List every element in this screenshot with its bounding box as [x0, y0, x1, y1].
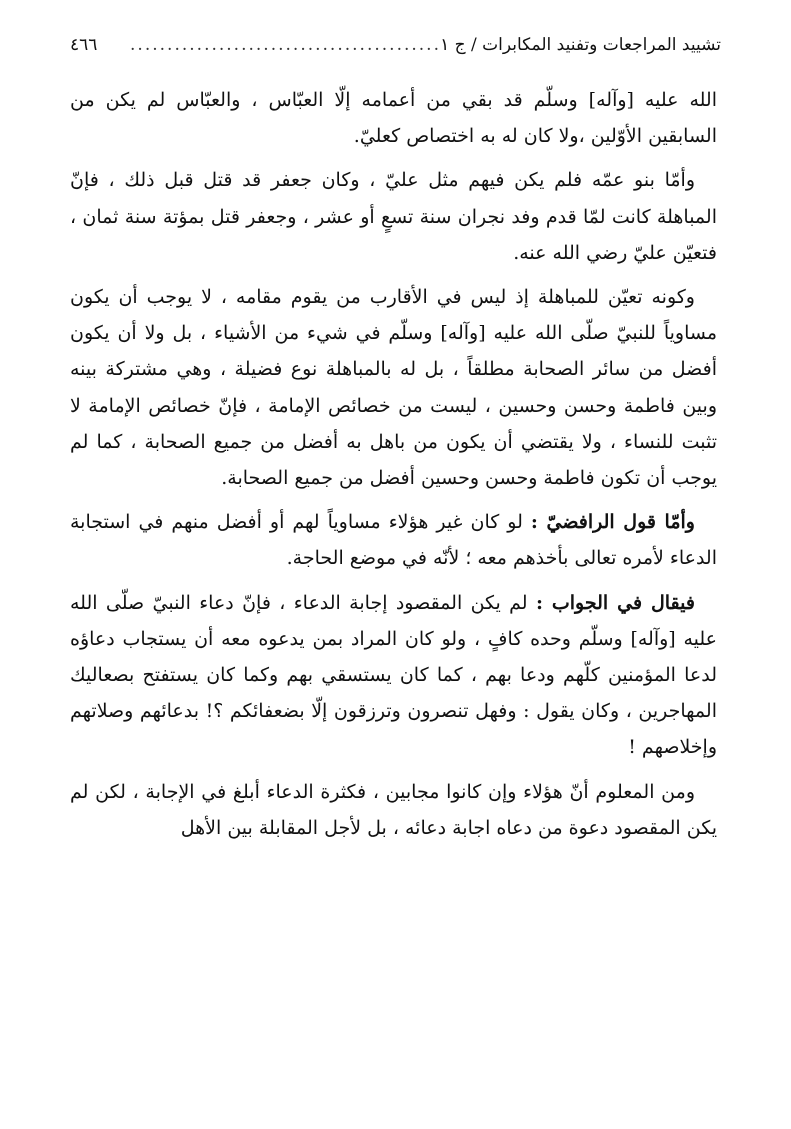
- paragraph: [70, 585, 717, 766]
- paragraph-text: لو كان غير هؤلاء مساوياً لهم أو أفضل منهم في استجابة الدعاء لأمره تعالى بأخذهم معه ؛ لأنّه في موضع الحاجة.: [70, 511, 717, 570]
- leader-dots: ..........................................: [130, 35, 441, 55]
- page-number: ٤٦٦: [70, 35, 98, 55]
- paragraph-lead: وأمّا قول الرافضيّ :: [530, 511, 695, 534]
- paragraph: [70, 162, 717, 271]
- paragraph-text: الله عليه [وآله] وسلّم قد بقي من أعمامه إلّا العبّاس ، والعبّاس لم يكن من السابقين الأوّلين ،ولا كان له به اختصاص كعليّ.: [70, 89, 717, 148]
- paragraph: [70, 504, 717, 576]
- paragraph-text: لم يكن المقصود إجابة الدعاء ، فإنّ دعاء النبيّ صلّى الله عليه [وآله] وسلّم وحده كافٍ ، ولو كان المراد بمن يدعوه معه أن يستجاب دعاؤه لدعا المؤمنين كلّهم ودعا بهم ، كما كان يستسقي بهم وكما كان يستفتح بصعاليك المهاجرين ، وكان يقول : وفهل تنصرون وترزقون إلّا بضعفائكم ؟! بدعائهم وصلاتهم وإخلاصهم !: [70, 591, 717, 759]
- paragraph: [70, 774, 717, 846]
- paragraph-text: وأمّا بنو عمّه فلم يكن فيهم مثل عليّ ، وكان جعفر قد قتل قبل ذلك ، فإنّ المباهلة كانت لمّا قدم وفد نجران سنة تسعٍ أو عشر ، وجعفر قتل بمؤتة سنة ثمان ، فتعيّن عليّ رضي الله عنه.: [70, 169, 717, 264]
- body-text: [70, 82, 717, 854]
- paragraph: [70, 279, 717, 496]
- paragraph-lead: فيقال في الجواب :: [535, 591, 695, 614]
- paragraph: [70, 82, 717, 154]
- paragraph-text: وكونه تعيّن للمباهلة إذ ليس في الأقارب من يقوم مقامه ، لا يوجب أن يكون مساوياً للنبيّ صلّى الله عليه [وآله] وسلّم في شيء من الأشياء ، بل ولا أن يكون أفضل من سائر الصحابة مطلقاً ، بل له بالمباهلة نوع فضيلة ، وهي مشتركة بينه وبين فاطمة وحسن وحسين ، ليست من خصائص الإمامة ، فإنّ خصائص الإمامة لا تثبت للنساء ، ولا يقتضي أن يكون من باهل به أفضل من جميع الصحابة ، كما لم يوجب أن تكون فاطمة وحسن وحسين أفضل من جميع الصحابة.: [70, 286, 717, 490]
- paragraph-text: ومن المعلوم أنّ هؤلاء وإن كانوا مجابين ، فكثرة الدعاء أبلغ في الإجابة ، لكن لم يكن المقصود دعوة من دعاه اجابة دعائه ، بل لأجل المقابلة بين الأهل: [70, 780, 717, 839]
- page-header: [70, 30, 721, 60]
- running-title: تشييد المراجعات وتفنيد المكابرات / ج ١: [440, 35, 721, 55]
